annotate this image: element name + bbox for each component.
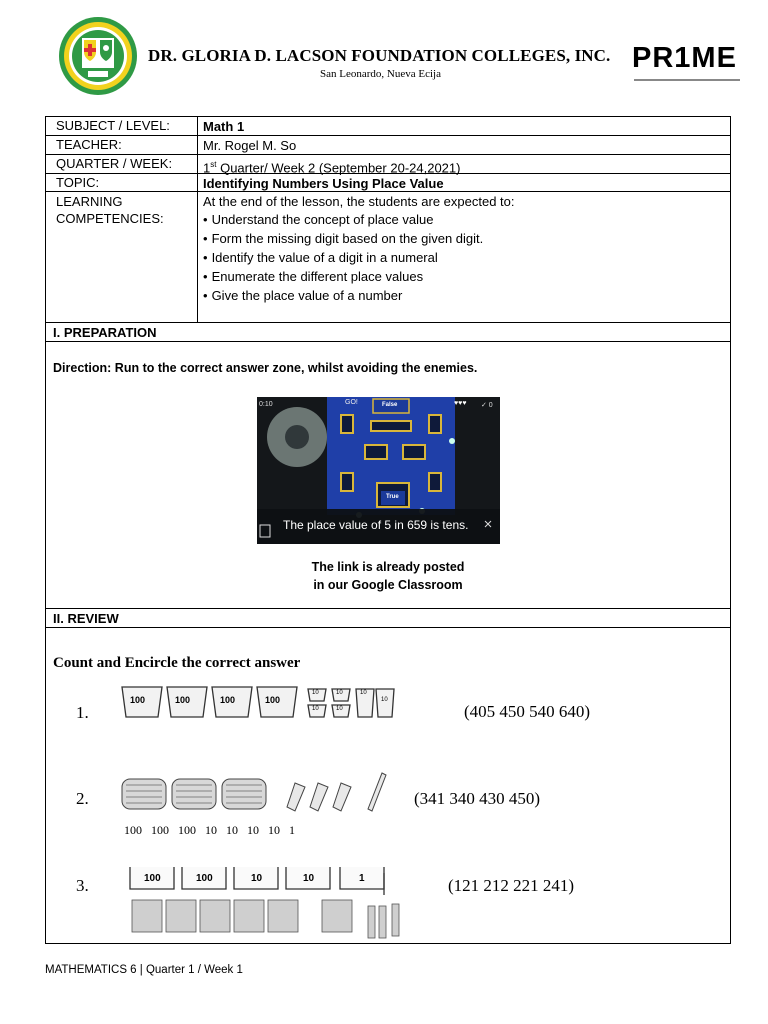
game-go-label: GO! — [345, 399, 358, 406]
classroom-link-note — [46, 558, 730, 594]
quarter-row — [46, 155, 730, 174]
cup-label: 100 — [265, 695, 281, 705]
cylinder-label: 10 — [303, 873, 315, 884]
topic-row — [46, 174, 730, 192]
topic-label: TOPIC: — [46, 174, 198, 191]
game-question-caption: The place value of 5 in 659 is tens. — [283, 518, 469, 532]
teacher-label: TEACHER: — [46, 136, 198, 154]
question-3-blocks — [120, 861, 410, 943]
cup-label: 10 — [312, 706, 319, 712]
cylinder-label: 100 — [196, 873, 213, 884]
competencies-label-line1: LEARNING — [56, 194, 123, 209]
link-note-line2: in our Google Classroom — [313, 578, 463, 592]
game-false-zone: False — [382, 402, 398, 408]
question-2-bundle-labels: 100 100 100 10 10 10 10 1 — [124, 823, 295, 837]
game-true-zone: True — [386, 494, 399, 500]
link-note-line1: The link is already posted — [311, 560, 465, 574]
question-3-number: 3. — [76, 876, 89, 895]
quarter-label: QUARTER / WEEK: — [46, 155, 198, 173]
question-2-bundles — [120, 767, 400, 817]
topic-value: Identifying Numbers Using Place Value — [203, 176, 444, 191]
quarter-week-text: Quarter/ Week 2 (September 20-24,2021) — [216, 160, 461, 176]
review-header — [46, 608, 730, 628]
list-item: • Form the missing digit based on the given digit. — [203, 229, 515, 248]
school-address: San Leonardo, Nueva Ecija — [320, 68, 441, 80]
prime-logo — [632, 42, 744, 94]
game-timer: 0:10 — [259, 401, 273, 408]
place-value-blocks-graphic — [120, 861, 410, 943]
subject-row — [46, 117, 730, 136]
subject-label: SUBJECT / LEVEL: — [46, 117, 198, 135]
page-footer: MATHEMATICS 6 | Quarter 1 / Week 1 — [45, 964, 243, 976]
maze-game-screenshot — [257, 397, 500, 544]
preparation-header — [46, 323, 730, 342]
cylinder-label: 10 — [251, 873, 263, 884]
cylinder-label: 1 — [359, 873, 365, 884]
review-title: II. REVIEW — [53, 611, 119, 626]
competencies-row — [46, 192, 730, 323]
prime-tagline-graphic — [632, 78, 744, 83]
prime-logo-text: PR1ME — [632, 42, 737, 74]
preparation-title: I. PREPARATION — [53, 325, 157, 340]
page-header — [52, 14, 742, 104]
list-item: • Understand the concept of place value — [203, 210, 515, 229]
cup-label: 100 — [175, 695, 191, 705]
cup-label: 10 — [381, 697, 388, 703]
competencies-content — [203, 193, 515, 305]
cup-label: 10 — [336, 706, 343, 712]
cylinder-label: 100 — [144, 873, 161, 884]
review-heading: Count and Encircle the correct answer — [53, 655, 301, 671]
cup-label: 10 — [336, 690, 343, 696]
teacher-value: Mr. Rogel M. So — [203, 138, 297, 153]
competencies-list — [203, 210, 515, 305]
school-logo — [58, 16, 138, 96]
question-2-choices: (341 340 430 450) — [414, 789, 541, 808]
lesson-sheet — [45, 116, 731, 944]
teacher-row — [46, 136, 730, 155]
question-1-cups — [120, 683, 400, 721]
question-3-choices: (121 212 221 241) — [448, 876, 575, 895]
quarter-suffix: st — [210, 160, 217, 169]
cup-label: 100 — [130, 695, 146, 705]
question-1-choices: (405 450 540 640) — [464, 702, 591, 721]
competencies-label-line2: COMPETENCIES: — [56, 211, 164, 226]
cup-label: 100 — [220, 695, 236, 705]
list-item: • Identify the value of a digit in a numeral — [203, 248, 515, 267]
cups-graphic — [120, 683, 400, 721]
game-lives: ♥♥♥ — [454, 400, 467, 407]
competencies-intro: At the end of the lesson, the students are expected to: — [203, 194, 515, 209]
subject-value: Math 1 — [203, 119, 245, 134]
cup-label: 10 — [312, 690, 319, 696]
competencies-label — [46, 192, 198, 322]
list-item: • Enumerate the different place values — [203, 267, 515, 286]
question-2-number: 2. — [76, 789, 89, 808]
preparation-direction: Direction: Run to the correct answer zone, whilst avoiding the enemies. — [53, 361, 478, 375]
school-name: DR. GLORIA D. LACSON FOUNDATION COLLEGES, INC. — [148, 46, 611, 65]
question-1-number: 1. — [76, 703, 89, 722]
quarter-number: 1 — [203, 160, 211, 176]
cup-label: 10 — [360, 690, 367, 696]
game-score: ✓ 0 — [481, 402, 493, 409]
list-item: • Give the place value of a number — [203, 286, 515, 305]
stick-bundles-graphic — [120, 767, 400, 817]
